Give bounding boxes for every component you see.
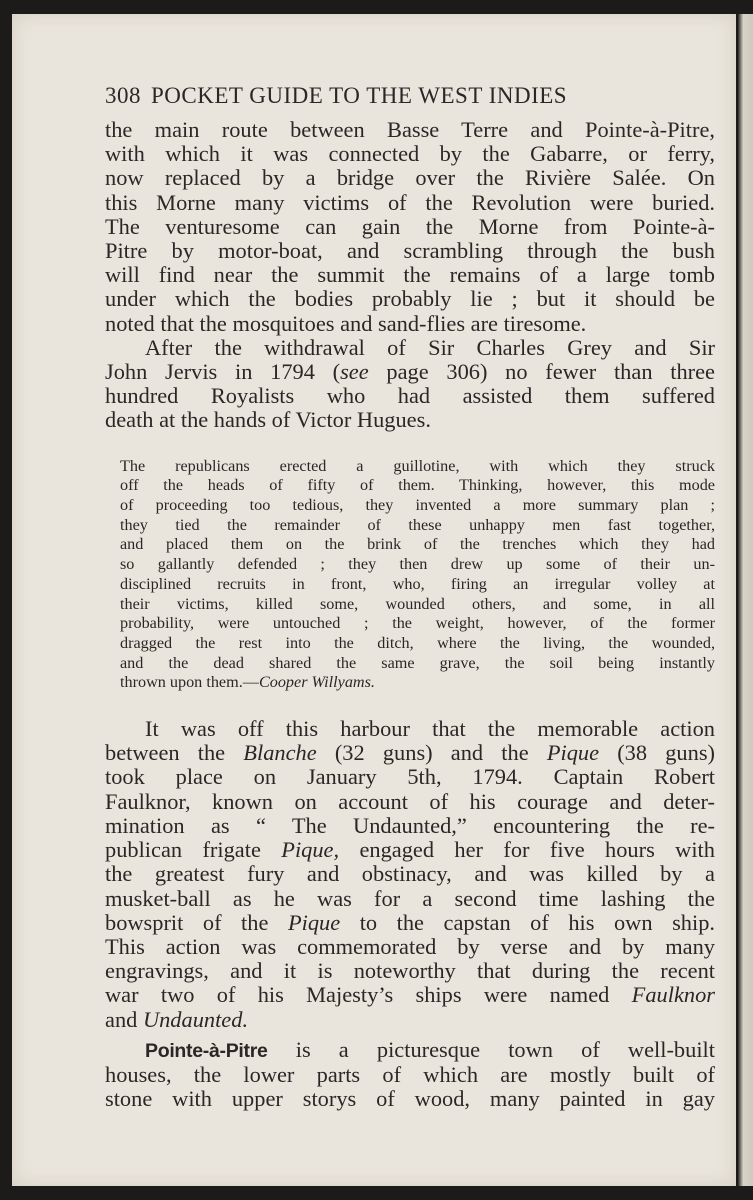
quote-line: probability, were untouched ; the weight, however, of the former xyxy=(120,614,715,633)
paragraph-4 xyxy=(105,1038,715,1112)
ship-name: Pique, xyxy=(281,837,340,863)
text-run: (38 guns) xyxy=(599,740,715,766)
page-number: 308 xyxy=(105,83,141,108)
ship-name: Pique xyxy=(546,740,600,766)
text-line: with which it was connected by the Gabarre, or ferry, xyxy=(105,141,715,167)
text-line: musket-ball as he was for a second time lashing the xyxy=(105,885,715,911)
quote-line: and placed them on the brink of the trenches which they had xyxy=(120,535,715,554)
text-line xyxy=(105,1038,715,1063)
text-run: (32 guns) and the xyxy=(316,740,547,766)
paragraph-2 xyxy=(105,336,715,433)
running-header xyxy=(105,80,715,112)
text-line: took place on January 5th, 1794. Captain Robert xyxy=(105,764,715,790)
text-line: houses, the lower parts of which are mostly built of xyxy=(105,1061,715,1087)
text-line: will find near the summit the remains of a large tomb xyxy=(105,262,715,288)
quote-line xyxy=(120,673,715,693)
quote-line: The republicans erected a guillotine, with which they struck xyxy=(120,456,715,475)
italic-run: see xyxy=(340,359,369,385)
text-line xyxy=(105,360,715,384)
text-line: mination as “ The Undaunted,” encountering the re- xyxy=(105,812,715,838)
block-quote xyxy=(120,457,715,693)
quote-line: off the heads of fifty of them. Thinking, however, this mode xyxy=(120,476,715,495)
quote-line: dragged the rest into the ditch, where the living, the wounded, xyxy=(120,633,715,652)
text-run: bowsprit of the xyxy=(105,909,288,935)
text-line xyxy=(105,1008,715,1032)
quote-line: so gallantly defended ; they then drew up some of their un- xyxy=(120,555,715,574)
quote-line: their victims, killed some, wounded others, and some, in all xyxy=(120,594,715,613)
text-run: John Jervis in 1794 ( xyxy=(105,359,341,385)
paragraph-3 xyxy=(105,717,715,1032)
text-line: the main route between Basse Terre and Pointe-à-Pitre, xyxy=(105,117,715,142)
text-line: Pitre by motor-boat, and scrambling through the bush xyxy=(105,238,715,264)
quote-line: and the dead shared the same grave, the soil being instantly xyxy=(120,653,715,672)
text-line xyxy=(105,983,715,1007)
text-run: thrown upon them.— xyxy=(120,673,259,692)
running-title: POCKET GUIDE TO THE WEST INDIES xyxy=(151,83,568,108)
quote-line: they tied the remainder of these unhappy men fast together, xyxy=(120,515,715,534)
text-run: to the capstan of his own ship. xyxy=(340,909,715,935)
text-run: is a picturesque town of well-built xyxy=(267,1036,715,1062)
text-line: Faulknor, known on account of his courage and deter- xyxy=(105,788,715,814)
text-line: This action was commemorated by verse and by many xyxy=(105,933,715,959)
text-line xyxy=(105,911,715,935)
text-line xyxy=(105,741,715,765)
quote-attribution: Cooper Willyams. xyxy=(258,673,375,692)
text-line: death at the hands of Victor Hugues. xyxy=(105,407,431,433)
ship-name: Blanche xyxy=(243,740,317,766)
text-line: engravings, and it is noteworthy that during the recent xyxy=(105,958,715,984)
text-line: After the withdrawal of Sir Charles Grey and Sir xyxy=(145,334,715,360)
page-edge xyxy=(738,14,753,1186)
ship-name: Faulknor xyxy=(631,982,715,1008)
text-line: the greatest fury and obstinacy, and was killed by a xyxy=(105,861,715,887)
text-line: hundred Royalists who had assisted them suffered xyxy=(105,383,715,409)
text-run: war two of his Majesty’s ships were named xyxy=(105,982,632,1008)
page-content xyxy=(105,80,715,1111)
text-line: now replaced by a bridge over the Rivière Salée. On xyxy=(105,165,715,191)
paragraph-1 xyxy=(105,118,715,336)
text-line: The venturesome can gain the Morne from Pointe-à- xyxy=(105,213,715,239)
text-run: page 306) no fewer than three xyxy=(368,359,715,385)
section-heading: Pointe-à-Pitre xyxy=(145,1039,268,1062)
ship-name: Pique xyxy=(287,909,341,935)
text-line xyxy=(105,838,715,862)
text-line: this Morne many victims of the Revolution were buried. xyxy=(105,189,715,215)
quote-line: disciplined recruits in front, who, firing an irregular volley at xyxy=(120,574,715,593)
text-line: It was off this harbour that the memorable action xyxy=(145,716,715,742)
text-run: and xyxy=(105,1006,143,1032)
text-line: under which the bodies probably lie ; but it should be xyxy=(105,286,715,312)
quote-line: of proceeding too tedious, they invented a more summary plan ; xyxy=(120,496,715,515)
text-run: between the xyxy=(105,740,244,766)
text-run: publican frigate xyxy=(105,837,282,863)
text-line: stone with upper storys of wood, many painted in gay xyxy=(105,1086,715,1112)
ship-name: Undaunted. xyxy=(142,1006,249,1032)
text-line: noted that the mosquitoes and sand-flies are tiresome. xyxy=(105,310,587,336)
text-run: engaged her for five hours with xyxy=(339,837,715,863)
